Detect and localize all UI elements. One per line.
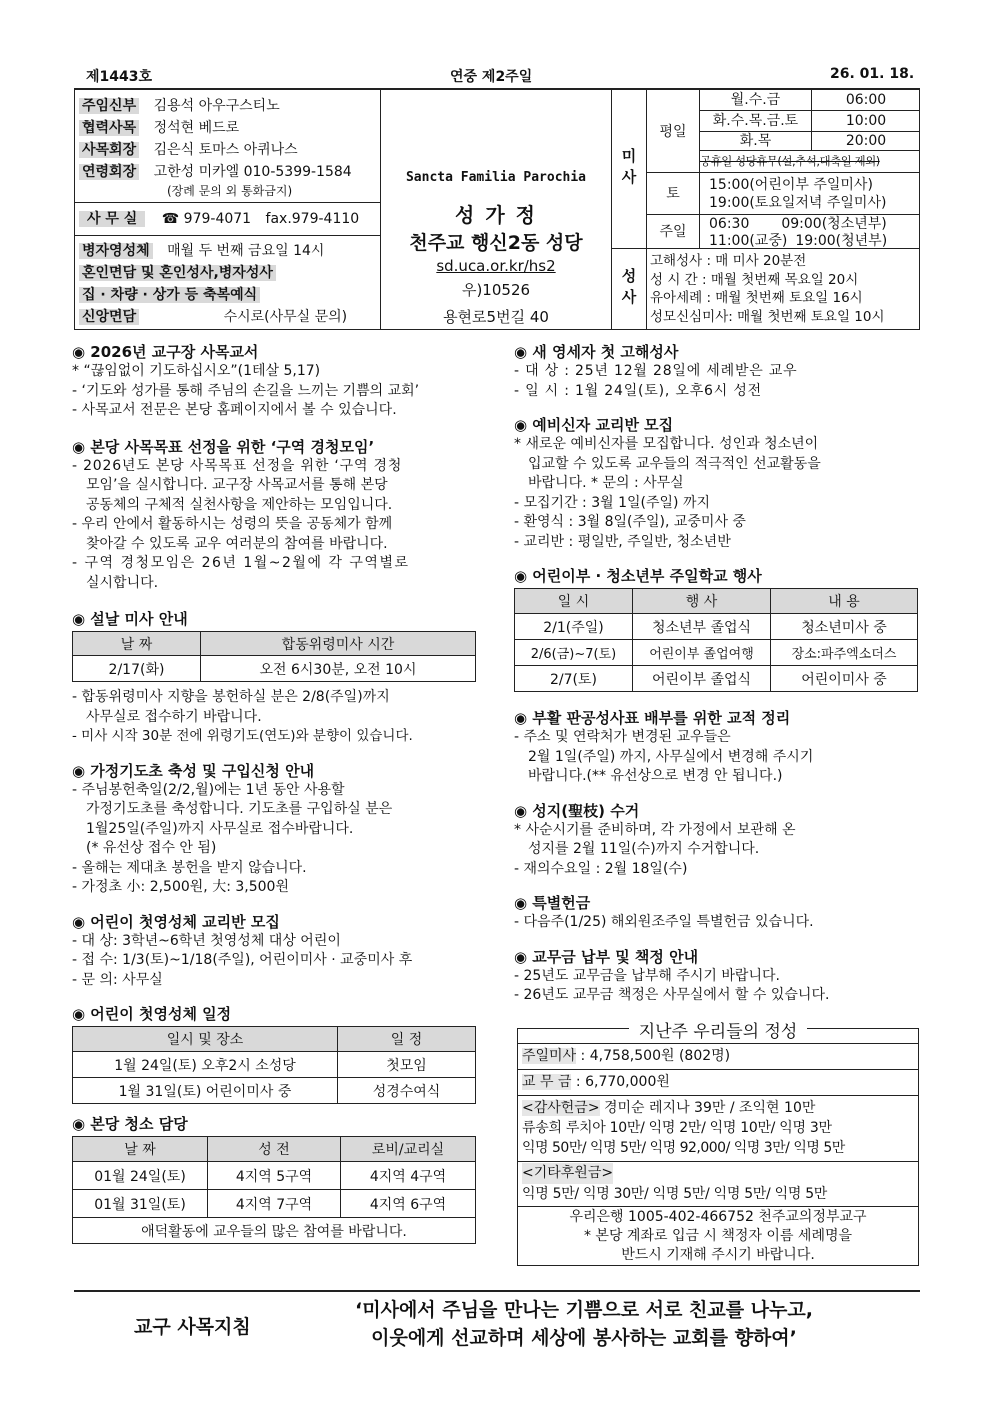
- table-cell: 장소:파주엑소더스: [771, 640, 918, 666]
- table-cell: 청소년미사 중: [771, 614, 918, 640]
- text-line: - 우리 안에서 활동하시는 성령의 뜻을 공동체가 함께: [72, 516, 393, 532]
- other-label: <기타후원금>: [522, 1163, 613, 1184]
- weekday-row: [700, 90, 920, 111]
- service-label: 혼인면담 및 혼인성사,병자성사: [79, 265, 276, 281]
- service-row: [79, 306, 347, 328]
- saturday-label: 토: [666, 186, 680, 202]
- text-line: 바랍니다. * 문의 : 사무실: [528, 475, 684, 491]
- table-cell: 오전 6시30분, 오전 10시: [201, 656, 476, 682]
- service-label: 병자영성체: [79, 243, 153, 259]
- text-line: - 26년도 교무금 책정은 사무실에서 할 수 있습니다.: [514, 987, 830, 1003]
- staff-name: 김은식 토마스 아퀴나스: [153, 142, 298, 158]
- bank-block: [518, 1208, 918, 1265]
- text-line: - 모집기간 : 3월 1일(주일) 까지: [514, 494, 710, 511]
- text-line: - 미사 시작 30분 전에 위령기도(연도)와 분향이 있습니다.: [72, 728, 413, 744]
- text-line: 실시합니다.: [86, 574, 159, 591]
- other-block: [522, 1163, 827, 1205]
- section-title: ◉ 부활 판공성사표 배부를 위한 교적 정리: [514, 709, 791, 727]
- divider: [646, 249, 647, 329]
- sunday-time: 09:00(청소년부): [781, 216, 887, 232]
- cleaning-table: [72, 1136, 476, 1244]
- staff-role: 연령회장: [79, 164, 139, 180]
- section-dues: [514, 947, 922, 1006]
- offering-divider: [518, 1161, 918, 1162]
- table-header: 날 짜: [73, 1137, 208, 1162]
- weekday-days: 월.수.금: [700, 90, 812, 110]
- section-vision: [72, 342, 480, 421]
- text-line: - 재의수요일 : 2월 18일(수): [514, 860, 688, 877]
- weekday-time: 20:00: [845, 133, 887, 149]
- text-line: - 올해는 제대초 봉헌을 받지 않습니다.: [72, 859, 307, 876]
- table-cell: 2/1(주일): [515, 614, 633, 640]
- weekday-row: [700, 132, 920, 151]
- sacrament-lines: [650, 252, 885, 326]
- staff-role: 사목회장: [79, 142, 139, 158]
- table-cell: 4지역 5구역: [208, 1162, 341, 1190]
- staff-name: 정석현 베드로: [153, 120, 240, 136]
- table-cell: 01월 31일(토): [73, 1190, 208, 1218]
- text-line: 사무실로 접수하기 바랍니다.: [86, 708, 262, 725]
- service-value: 수시로(사무실 문의): [223, 309, 348, 325]
- footer-rule: [74, 1290, 920, 1292]
- text-line: 바랍니다.(** 유선상으로 변경 안 됩니다.): [528, 768, 783, 784]
- other-line: 익명 5만/ 익명 30만/ 익명 5만/ 익명 5만/ 익명 5만: [522, 1186, 828, 1202]
- footer-motto: [294, 1296, 874, 1352]
- staff-row: [79, 117, 239, 139]
- thanks-label: <감사헌금>: [522, 1100, 600, 1116]
- text-line: - 대 상 : 25년 12월 28일에 세례받은 교우: [514, 363, 798, 379]
- parish-latin: Sancta Familia Parochia: [405, 170, 586, 185]
- saturday-time: 15:00(어린이부 주일미사): [709, 177, 873, 193]
- offering-divider: [518, 1206, 918, 1207]
- weekday-days: 화.수.목.금.토: [700, 111, 812, 131]
- text-line: - 대 상: 3학년~6학년 첫영성체 대상 어린이: [72, 932, 341, 949]
- text-line: - 구역 경청모임은 26년 1월~2월에 각 구역별로: [72, 555, 410, 571]
- divider: [75, 235, 380, 236]
- weekday-time: 10:00: [845, 113, 887, 129]
- right-column: [514, 342, 922, 1006]
- staff-role: 주임신부: [79, 98, 139, 114]
- table-header: 일 시: [515, 589, 633, 614]
- table-cell: 2/6(금)~7(토): [515, 640, 633, 666]
- divider: [75, 202, 380, 203]
- staff-role: 협력사목: [79, 120, 139, 136]
- table-cell: 청소년부 졸업식: [633, 614, 771, 640]
- text-line: 2월 1일(주일) 까지, 사무실에서 변경해 주시기: [528, 748, 814, 765]
- text-line: - 25년도 교무금을 납부해 주시기 바랍니다.: [514, 967, 780, 984]
- table-header: 일 정: [338, 1027, 476, 1052]
- service-label: 신앙면담: [79, 309, 139, 325]
- text-line: - ‘기도와 성가를 통해 주님의 손길을 느끼는 기쁨의 교회’: [72, 382, 420, 399]
- section-catechumen: [514, 415, 922, 552]
- text-line: 입교할 수 있도록 교우들의 적극적인 선교활동을: [528, 455, 821, 472]
- office-phone: ☎ 979-4071: [161, 211, 252, 227]
- section-title: ◉ 성지(聖枝) 수거: [514, 801, 640, 820]
- office-row: [79, 208, 359, 230]
- table-cell: 1월 24일(토) 오후2시 소성당: [73, 1052, 338, 1078]
- thanks-line: 경미순 레지나 39만 / 조익현 10만: [599, 1100, 816, 1116]
- lunar-mass-table: [72, 631, 476, 682]
- bank-line: 반드시 기재해 주시기 바랍니다.: [621, 1247, 815, 1263]
- offering-title: 지난주 우리들의 정성: [518, 1017, 918, 1042]
- table-cell: 4지역 4구역: [341, 1162, 476, 1190]
- table-footer: 애덕활동에 교우들의 많은 참여를 바랍니다.: [73, 1218, 476, 1244]
- section-cleaning: [72, 1114, 480, 1244]
- offering-divider: [518, 1069, 918, 1070]
- text-line: - 문 의: 사무실: [72, 971, 163, 988]
- issue-number: 제1443호: [86, 69, 153, 85]
- table-header: 로비/교리실: [341, 1137, 476, 1162]
- text-line: 모임’을 실시합니다. 교구장 사목교서를 통해 본당: [86, 477, 388, 493]
- offering-divider: [518, 1043, 918, 1044]
- holiday-note: 공휴일 성당휴무(설,추석,대축일 제외): [700, 154, 880, 168]
- table-cell: 1월 31일(토) 어린이미사 중: [73, 1078, 338, 1104]
- parish-block: [381, 90, 611, 327]
- staff-name: 김용석 아우구스티노: [153, 98, 280, 114]
- motto-line: 이웃에게 선교하며 세상에 봉사하는 교회를 향하여’: [371, 1327, 797, 1349]
- sunday-time: 19:00(청년부): [795, 233, 888, 249]
- table-cell: 어린이부 졸업여행: [633, 640, 771, 666]
- staff-row: [79, 139, 298, 161]
- communion-schedule-table: [72, 1026, 476, 1104]
- service-row: [79, 262, 276, 284]
- table-cell: 01월 24일(토): [73, 1162, 208, 1190]
- text-line: * 새로운 예비신자를 모집합니다. 성인과 청소년이: [514, 436, 819, 452]
- footer-label: 교구 사목지침: [134, 1316, 251, 1338]
- section-title: ◉ 어린이부 · 청소년부 주일학교 행사: [514, 567, 762, 585]
- table-cell: 4지역 6구역: [341, 1190, 476, 1218]
- text-line: - 사목교서 전문은 본당 홈페이지에서 볼 수 있습니다.: [72, 402, 397, 418]
- left-column: [72, 342, 480, 1244]
- motto-line: ‘미사에서 주님을 만나는 기쁨으로 서로 친교를 나누고,: [355, 1299, 813, 1321]
- weekday-time: 06:00: [845, 92, 887, 108]
- text-line: 찾아갈 수 있도록 교우 여러분의 참여를 바랍니다.: [86, 535, 388, 552]
- bank-line: * 본당 계좌로 입금 시 책정자 이름 세례명을: [583, 1228, 853, 1244]
- weekday-days: 화.목: [700, 132, 812, 150]
- section-special-offering: [514, 893, 922, 933]
- section-first-communion: [72, 912, 480, 991]
- section-title: ◉ 특별헌금: [514, 894, 591, 912]
- weekday-label: 평일: [659, 124, 687, 140]
- text-line: * 사순시기를 준비하며, 각 가정에서 보관해 온: [514, 821, 796, 838]
- text-line: - 합동위령미사 지향을 봉헌하실 분은 2/8(주일)까지: [72, 689, 390, 705]
- table-cell: 어린이미사 중: [771, 666, 918, 692]
- office-label: 사 무 실: [79, 211, 145, 227]
- section-title: ◉ 가정기도초 축성 및 구입신청 안내: [72, 761, 315, 780]
- weekday-grid: [700, 90, 920, 171]
- offering-label: 교 무 금: [522, 1074, 572, 1090]
- bank-line: 우리은행 1005-402-466752 천주교의정부교구: [569, 1209, 867, 1225]
- staff-row: [79, 95, 280, 117]
- text-line: 가정기도초를 축성합니다. 기도초를 구입하실 분은: [86, 801, 393, 817]
- sacrament-line: 유아세례 : 매월 첫번째 토요일 16시: [650, 290, 863, 306]
- staff-note: (장례 문의 외 통화금지): [167, 184, 293, 198]
- section-candles: [72, 761, 480, 898]
- section-title: ◉ 어린이 첫영성체 교리반 모집: [72, 912, 280, 931]
- section-title: ◉ 예비신자 교리반 모집: [514, 416, 674, 434]
- section-palms: [514, 801, 922, 880]
- table-header: 날 짜: [73, 632, 201, 656]
- parish-postal: 우)10526: [461, 281, 531, 299]
- section-title: ◉ 2026년 교구장 사목교서: [72, 343, 259, 361]
- offering-divider: [518, 1095, 918, 1096]
- section-title: ◉ 설날 미사 안내: [72, 610, 188, 628]
- text-line: 성지를 2월 11일(수)까지 수거합니다.: [528, 841, 760, 857]
- sacrament-line: 성모신심미사: 매월 첫번째 토요일 10시: [650, 308, 885, 325]
- offering-value: : 4,758,500원 (802명): [576, 1048, 731, 1064]
- text-line: 1월25일(주일)까지 사무실로 접수바랍니다.: [86, 820, 354, 837]
- table-cell: 어린이부 졸업식: [633, 666, 771, 692]
- staff-name: 고한성 미카엘 010-5399-1584: [153, 164, 352, 180]
- sunday-time: 06:30: [709, 216, 750, 232]
- service-label: 집 · 차량 · 상가 등 축복예식: [79, 287, 260, 303]
- section-title: ◉ 교무금 납부 및 책정 안내: [514, 947, 699, 966]
- text-line: - 주소 및 연락처가 변경된 교우들은: [514, 729, 731, 745]
- section-title: ◉ 본당 청소 담당: [72, 1115, 188, 1133]
- offering-value: : 6,770,000원: [571, 1074, 670, 1090]
- mass-label: 미사: [619, 148, 638, 190]
- sunday-school-table: [514, 588, 918, 692]
- service-row: [79, 240, 324, 262]
- sunday-times: [709, 216, 887, 250]
- offering-label: 주일미사: [522, 1048, 577, 1064]
- section-lunar-new-year: [72, 609, 480, 747]
- table-cell: 2/17(화): [73, 656, 201, 682]
- text-line: (* 유선상 접수 안 됨): [86, 840, 217, 856]
- text-line: 공동체의 구체적 실천사항을 제안하는 모임입니다.: [86, 496, 393, 513]
- text-line: - 다음주(1/25) 해외원조주일 특별헌금 있습니다.: [514, 914, 814, 930]
- office-fax: fax.979-4110: [265, 211, 360, 227]
- text-line: * “끊임없이 기도하십시오”(1테살 5,17): [72, 363, 321, 379]
- service-row: [79, 284, 260, 306]
- table-cell: 4지역 7구역: [208, 1190, 341, 1218]
- section-title: ◉ 본당 사목목표 선정을 위한 ‘구역 경청모임’: [72, 437, 375, 456]
- section-parish-records: [514, 708, 922, 787]
- saturday-times: [709, 176, 886, 212]
- staff-row: [79, 161, 352, 183]
- text-line: - 2026년도 본당 사목목표 선정을 위한 ‘구역 경청: [72, 457, 403, 474]
- thanks-block: [522, 1098, 845, 1158]
- sacrament-line: 고해성사 : 매 미사 20분전: [650, 253, 807, 269]
- parish-name: 성 가 정: [455, 203, 537, 227]
- section-first-confession: [514, 342, 922, 401]
- table-header: 합동위령미사 시간: [201, 632, 476, 656]
- offering-row: [522, 1045, 730, 1067]
- saturday-time: 19:00(토요일저녁 주일미사): [709, 195, 887, 211]
- parish-full-name: 천주교 행신2동 성당: [409, 232, 583, 254]
- text-line: - 교리반 : 평일반, 주일반, 청소년반: [514, 533, 731, 550]
- table-cell: 성경수여식: [338, 1078, 476, 1104]
- table-header: 성 전: [208, 1137, 341, 1162]
- section-sunday-school: [514, 566, 922, 692]
- thanks-line: 류송희 루치아 10만/ 익명 2만/ 익명 10만/ 익명 3만: [522, 1120, 832, 1136]
- parish-address: 용현로5번길 40: [443, 308, 549, 326]
- table-cell: 2/7(토): [515, 666, 633, 692]
- issue-date: 26. 01. 18.: [830, 66, 915, 82]
- offering-box: [517, 1022, 919, 1266]
- thanks-line: 익명 50만/ 익명 5만/ 익명 92,000/ 익명 3만/ 익명 5만: [522, 1140, 845, 1156]
- offering-row: [522, 1071, 670, 1093]
- text-line: - 가정초 小: 2,500원, 大: 3,500원: [72, 879, 289, 895]
- section-title: ◉ 새 영세자 첫 고해성사: [514, 343, 679, 361]
- text-line: - 주님봉헌축일(2/2,월)에는 1년 동안 사용할: [72, 781, 345, 798]
- weekday-row: [700, 111, 920, 132]
- page-title: 연중 제2주일: [450, 69, 533, 85]
- table-header: 내 용: [771, 589, 918, 614]
- table-cell: 첫모임: [338, 1052, 476, 1078]
- text-line: - 일 시 : 1월 24일(토), 오후6시 성전: [514, 382, 762, 399]
- text-line: - 환영식 : 3월 8일(주일), 교중미사 중: [514, 514, 746, 530]
- sunday-label: 주일: [659, 224, 687, 240]
- section-title: ◉ 어린이 첫영성체 일정: [72, 1005, 232, 1023]
- parish-url[interactable]: sd.uca.or.kr/hs2: [436, 257, 556, 275]
- service-value: 매월 두 번째 금요일 14시: [167, 243, 325, 259]
- sacrament-line: 성 시 간 : 매월 첫번째 목요일 20시: [650, 271, 859, 288]
- sacrament-label: 성사: [619, 268, 638, 310]
- table-header: 일시 및 장소: [73, 1027, 338, 1052]
- sunday-time: 11:00(교중): [709, 233, 788, 249]
- text-line: - 접 수: 1/3(토)~1/18(주일), 어린이미사 · 교중미사 후: [72, 952, 413, 968]
- info-box: [74, 90, 920, 330]
- table-header: 행 사: [633, 589, 771, 614]
- section-listening: [72, 437, 480, 594]
- section-communion-schedule: [72, 1004, 480, 1104]
